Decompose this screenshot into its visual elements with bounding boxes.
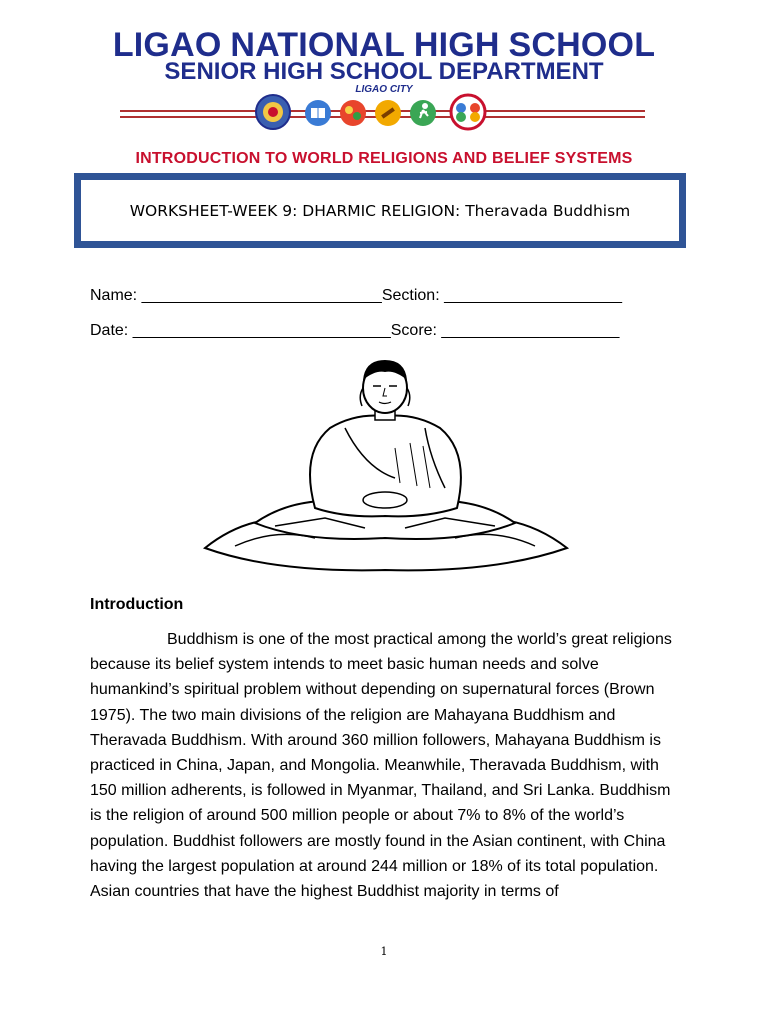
worksheet-title: WORKSHEET-WEEK 9: DHARMIC RELIGION: Theravada Buddhism xyxy=(129,201,631,220)
department-name: SENIOR HIGH SCHOOL DEPARTMENT xyxy=(164,58,604,85)
school-name-word-2: NATIONAL xyxy=(230,26,406,64)
page-number: 1 xyxy=(380,945,388,958)
worksheet-title-box xyxy=(74,173,686,248)
school-name-word-4: SCHOOL xyxy=(508,26,656,64)
name-section-field: Name: ___________________________Section: ____________________ xyxy=(90,287,623,304)
deped-seal-icon xyxy=(451,95,485,129)
date-score-field: Date: _____________________________Score: ____________________ xyxy=(90,322,620,339)
tools-badge-icon xyxy=(375,100,401,126)
section-heading-introduction: Introduction xyxy=(90,596,184,613)
school-name-word-3: HIGH xyxy=(413,26,500,64)
arts-badge-icon xyxy=(340,100,366,126)
school-name-word-1: LIGAO xyxy=(112,26,222,64)
sports-badge-icon xyxy=(410,100,436,126)
city-label: LIGAO CITY xyxy=(355,84,413,95)
book-badge-icon xyxy=(305,100,331,126)
buddha-illustration xyxy=(195,358,575,583)
school-seals xyxy=(255,92,515,132)
introduction-body xyxy=(90,627,680,904)
subject-title: INTRODUCTION TO WORLD RELIGIONS AND BELIEF SYSTEMS xyxy=(135,150,633,167)
seal-icon xyxy=(256,95,290,129)
introduction-paragraph: Buddhism is one of the most practical among the world’s great religions because its belief system intends to meet basic human needs and solve humankind’s spiritual problem without depending on supernatural forces (Brown 1975). The two main divisions of the religion are Mahayana Buddhism and Theravada Buddhism. With around 360 million followers, Mahayana Buddhism is practiced in China, Japan, and Mongolia. Meanwhile, Theravada Buddhism, with 150 million adherents, is followed in Myanmar, Thailand, and Sri Lanka. Buddhism is the religion of around 500 million people or about 7% to 8% of the world’s population. Buddhist followers are mostly found in the Asian continent, with China having the largest population at around 244 million or 18% of its total population. Asian countries that have the highest Buddhist majority in terms of xyxy=(90,631,672,901)
